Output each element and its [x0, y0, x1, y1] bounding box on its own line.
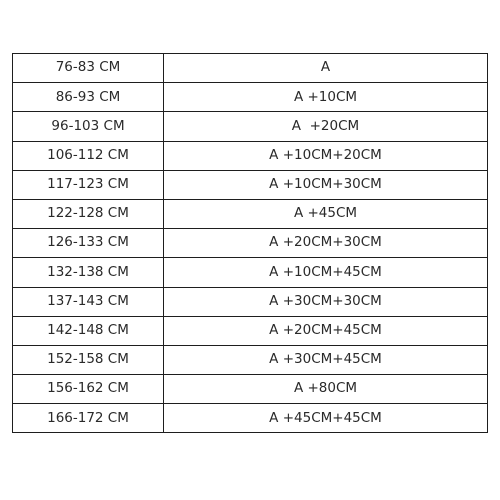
- value-cell: A +20CM: [164, 112, 488, 141]
- table-row: [13, 141, 488, 170]
- value-cell: A +10CM+20CM: [164, 141, 488, 170]
- size-cell: 76-83 CM: [13, 54, 164, 83]
- size-chart-table: [12, 53, 488, 433]
- value-cell: A +30CM+30CM: [164, 287, 488, 316]
- value-cell: A: [164, 54, 488, 83]
- size-cell: 86-93 CM: [13, 83, 164, 112]
- value-cell: A +80CM: [164, 375, 488, 404]
- value-cell: A +20CM+45CM: [164, 316, 488, 345]
- size-cell: 152-158 CM: [13, 345, 164, 374]
- table-row: [13, 258, 488, 287]
- table-row: [13, 229, 488, 258]
- value-cell: A +45CM+45CM: [164, 404, 488, 433]
- size-cell: 117-123 CM: [13, 170, 164, 199]
- size-cell: 142-148 CM: [13, 316, 164, 345]
- table-row: [13, 345, 488, 374]
- size-cell: 96-103 CM: [13, 112, 164, 141]
- table-row: [13, 54, 488, 83]
- value-cell: A +10CM+45CM: [164, 258, 488, 287]
- size-cell: 126-133 CM: [13, 229, 164, 258]
- size-cell: 122-128 CM: [13, 199, 164, 228]
- table-row: [13, 112, 488, 141]
- size-cell: 106-112 CM: [13, 141, 164, 170]
- value-cell: A +10CM+30CM: [164, 170, 488, 199]
- table-row: [13, 170, 488, 199]
- table-row: [13, 316, 488, 345]
- size-cell: 156-162 CM: [13, 375, 164, 404]
- table-row: [13, 404, 488, 433]
- size-cell: 137-143 CM: [13, 287, 164, 316]
- size-cell: 166-172 CM: [13, 404, 164, 433]
- value-cell: A +45CM: [164, 199, 488, 228]
- table-row: [13, 83, 488, 112]
- table-row: [13, 199, 488, 228]
- value-cell: A +10CM: [164, 83, 488, 112]
- table-row: [13, 287, 488, 316]
- size-cell: 132-138 CM: [13, 258, 164, 287]
- value-cell: A +20CM+30CM: [164, 229, 488, 258]
- value-cell: A +30CM+45CM: [164, 345, 488, 374]
- size-chart-body: [13, 54, 488, 433]
- table-row: [13, 375, 488, 404]
